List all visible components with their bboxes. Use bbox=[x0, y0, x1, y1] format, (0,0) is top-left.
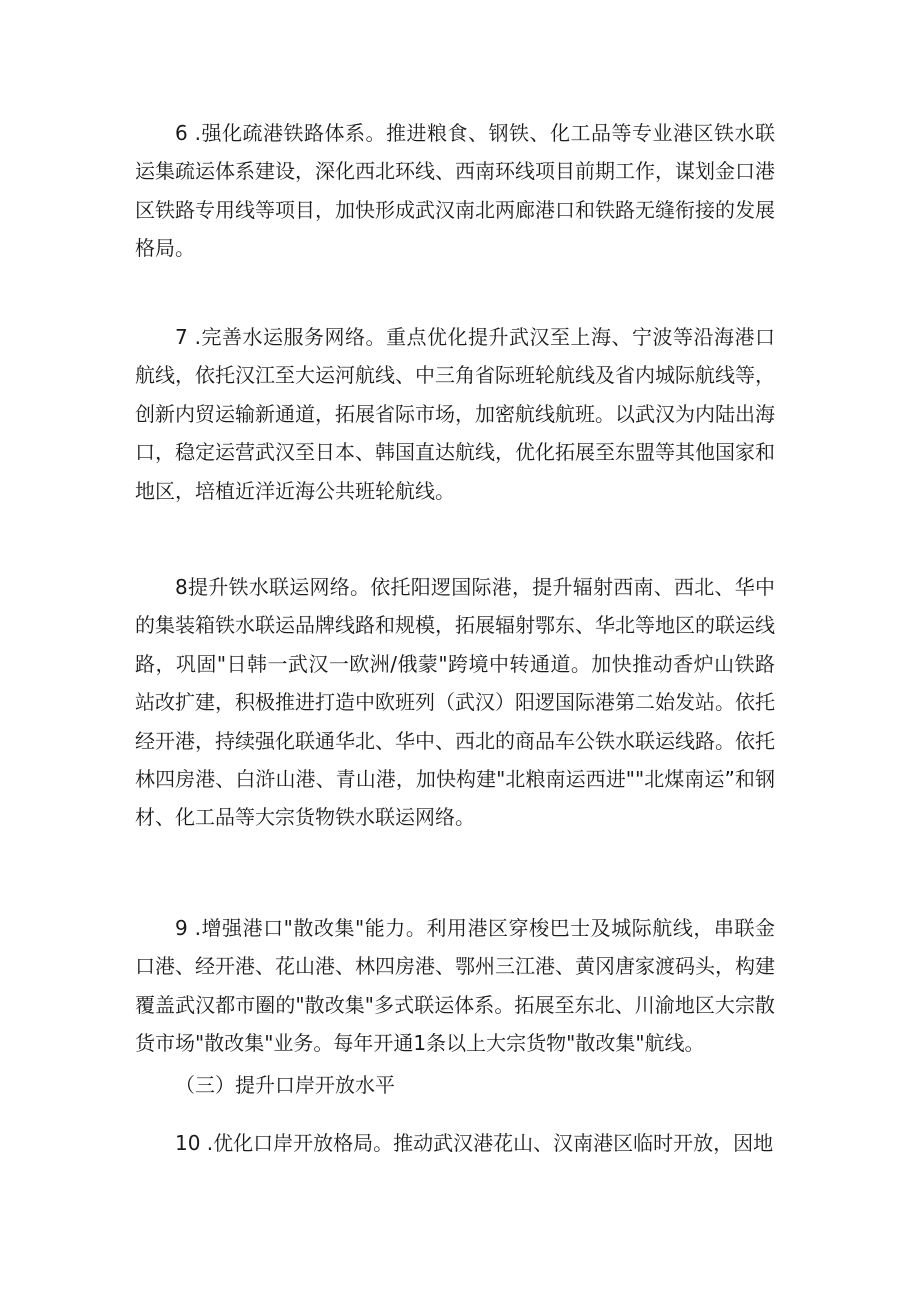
paragraph-9-bulk-to-container: 9 .增强港口"散改集"能力。利用港区穿梭巴士及城际航线，串联金口港、经开港、花山港、林四房港、鄂州三江港、黄冈唐家渡码头，构建覆盖武汉都市圈的"散改集"多式联运体系。拓展至东北、川渝地区大宗散货市场"散改集"业务。每年开通1条以上大宗货物"散改集"航线。 bbox=[135, 916, 775, 1056]
paragraph-10-port-layout: 10 .优化口岸开放格局。推动武汉港花山、汉南港区临时开放，因地 bbox=[175, 1131, 774, 1155]
paragraph-8-rail-water-network: 8提升铁水联运网络。依托阳逻国际港，提升辐射西南、西北、华中的集装箱铁水联运品牌线路和规模，拓展辐射鄂东、华北等地区的联运线路，巩固"日韩一武汉一欧洲/俄蒙"跨境中转通道。加快推动香炉山铁路站改扩建，积极推进打造中欧班列（武汉）阳逻国际港第二始发站。依托经开港，持续强化联通华北、华中、西北的商品车公铁水联运线路。依托林四房港、白浒山港、青山港，加快构建"北粮南运西进""北煤南运”和钢材、化工品等大宗货物铁水联运网络。 bbox=[135, 575, 775, 830]
paragraph-6-rail-system: 6 .强化疏港铁路体系。推进粮食、钢铁、化工品等专业港区铁水联运集疏运体系建设，深化西北环线、西南环线项目前期工作，谋划金口港区铁路专用线等项目，加快形成武汉南北两廊港口和铁路无缝衔接的发展格局。 bbox=[135, 121, 775, 261]
section-heading-port-opening: （三）提升口岸开放水平 bbox=[175, 1073, 395, 1097]
paragraph-7-water-network: 7 .完善水运服务网络。重点优化提升武汉至上海、宁波等沿海港口航线，依托汉江至大运河航线、中三角省际班轮航线及省内城际航线等，创新内贸运输新通道，拓展省际市场，加密航线航班。以武汉为内陆出海口，稳定运营武汉至日本、韩国直达航线，优化拓展至东盟等其他国家和地区，培植近洋近海公共班轮航线。 bbox=[135, 325, 775, 503]
